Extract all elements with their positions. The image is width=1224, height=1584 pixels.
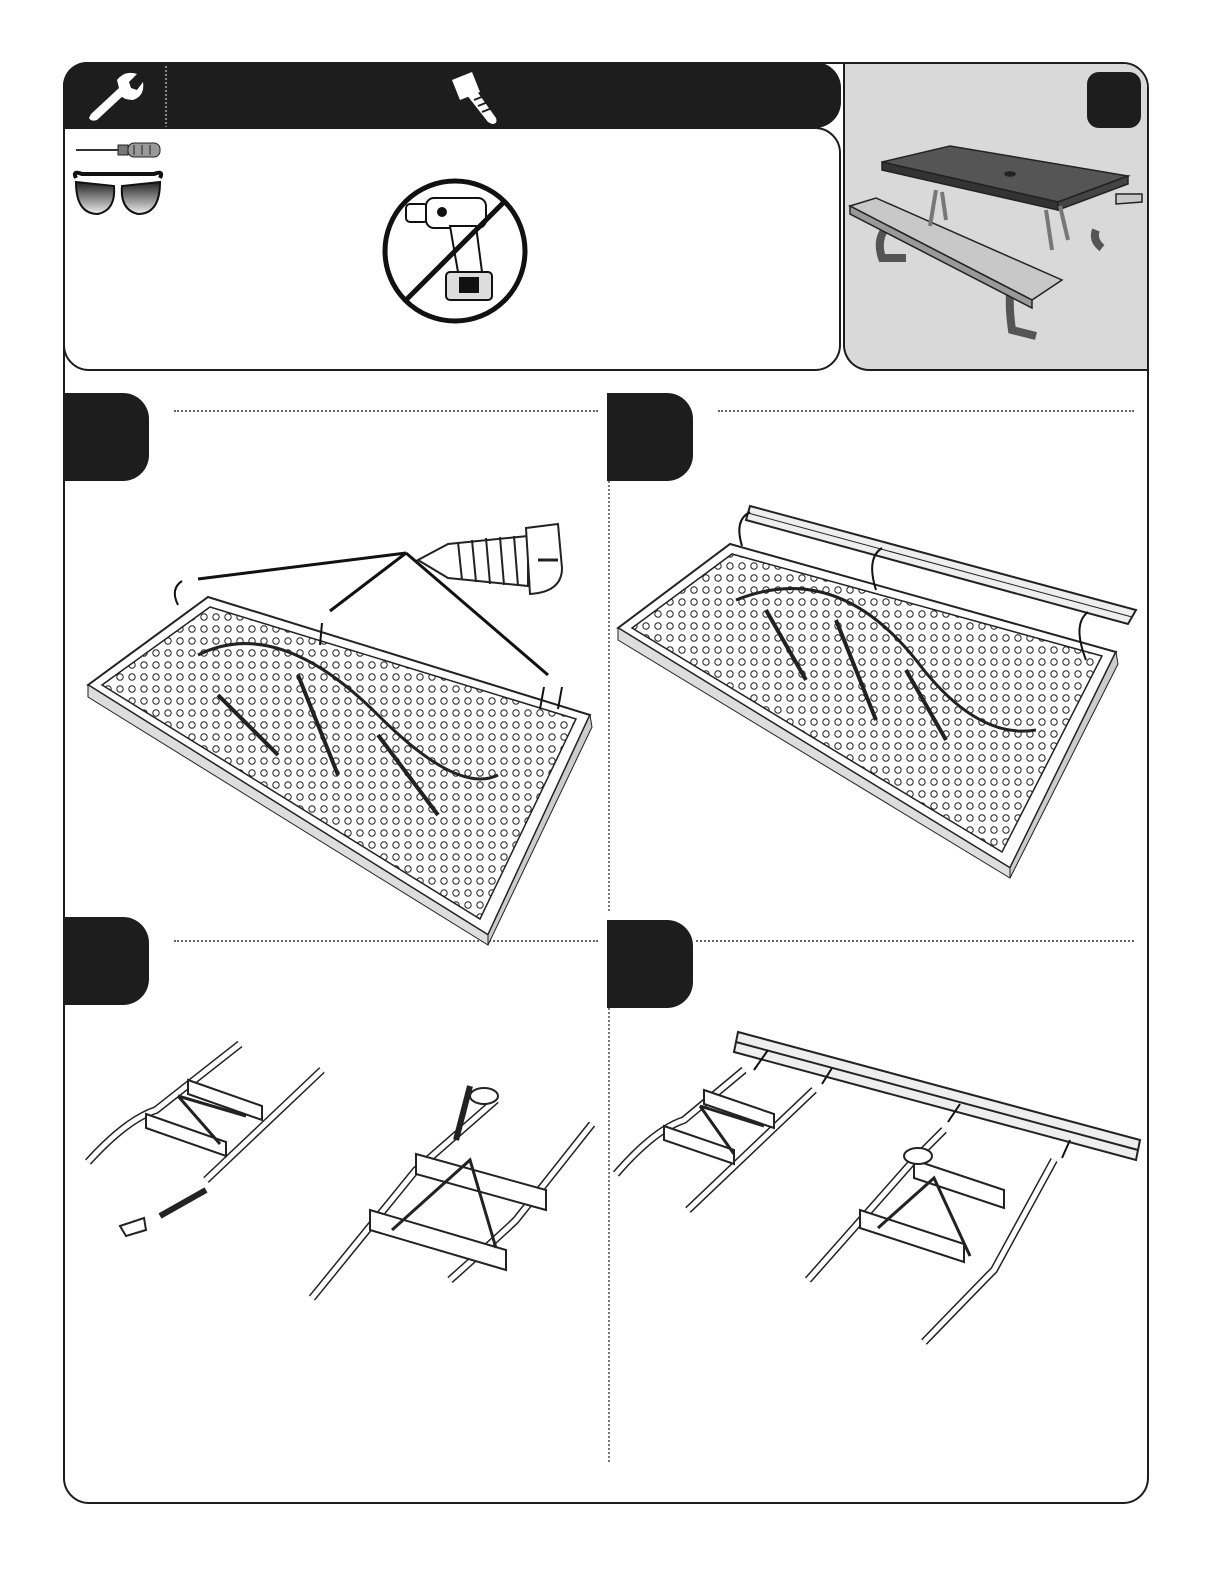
assembled-picnic-table-illustration — [846, 140, 1146, 350]
step-badge-2 — [607, 393, 693, 481]
step-badge-1 — [63, 393, 149, 481]
wrench-icon — [85, 70, 145, 122]
step-2-rule — [718, 410, 1134, 412]
column-divider-bottom — [608, 1008, 610, 1462]
screw-icon — [448, 70, 510, 126]
step-3-rule — [174, 940, 598, 942]
preview-badge — [1087, 72, 1141, 128]
step-badge-4 — [607, 920, 693, 1008]
step-2-illustration — [616, 500, 1136, 880]
step-4-illustration — [614, 1030, 1142, 1360]
tab-divider — [165, 66, 167, 128]
step-1-rule — [174, 410, 598, 412]
step-3-illustration — [86, 1040, 606, 1310]
no-power-drill-icon — [380, 176, 530, 326]
screwdriver-icon — [74, 140, 162, 160]
step-4-rule — [696, 940, 1134, 942]
safety-glasses-icon — [70, 168, 166, 224]
step-1-illustration — [78, 515, 598, 935]
column-divider-top — [608, 481, 610, 911]
